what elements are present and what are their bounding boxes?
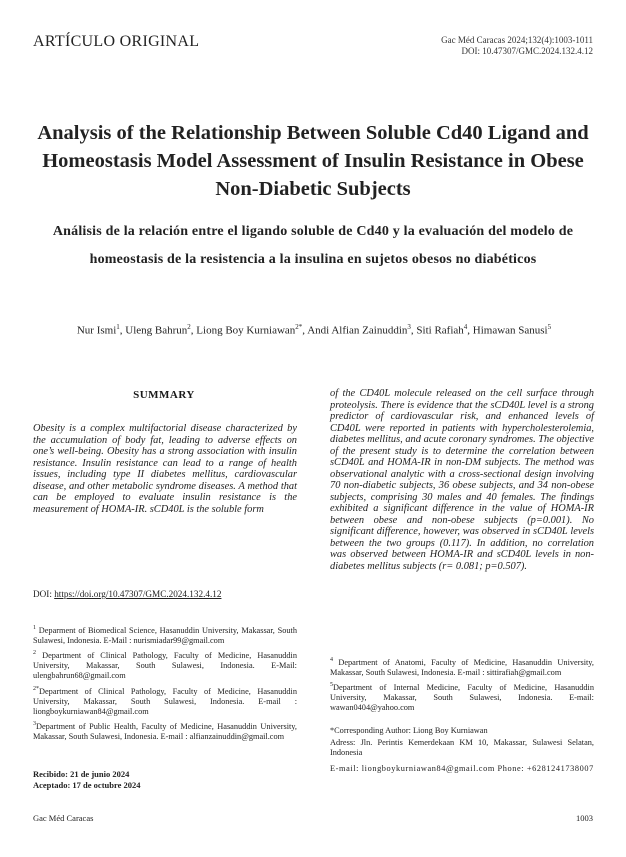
affiliation-text: Department of Anatomi, Faculty of Medicine, Hasanuddin University, Makassar, South Sulawesi, Indonesia. E-mail : sittirafiah@gmail.com: [330, 657, 594, 677]
doi-link[interactable]: https://doi.org/10.47307/GMC.2024.132.4.12: [54, 589, 222, 599]
abstract-text-left: Obesity is a complex multifactorial disease characterized by the accumulation of body fat, leading to adverse effects on one’s well-being. Obesity has a strong association with insulin resistance. Insulin resistance can lead to a range of health issues, including type II diabetes mellitus, cardiovascular disease, and other metabolic syndrome diseases. A method that can be employed to evaluate insulin resistance is the measurement of HOMA-IR. sCD40L is the soluble form: [33, 423, 297, 515]
affiliation-mark: 2*: [33, 685, 39, 692]
affiliation-text: Deparment of Biomedical Science, Hasanuddin University, Makassar, South Sulawesi, Indonesia. E-Mail : nurismiadar99@gmail.com: [33, 625, 297, 645]
author-list: Nur Ismi$^1$, Uleng Bahrun$^2$, Liong Boy Kurniawan$^{2*}$, Andi Alfian Zainuddin$^3$, Siti Rafiah$^4$, Himawan Sanusi$^5$: [76, 323, 552, 337]
affiliation-mark: 3: [33, 720, 36, 727]
accepted-date: Aceptado: 17 de octubre 2024: [33, 780, 141, 790]
header-doi: DOI: 10.47307/GMC.2024.132.4.12: [461, 46, 593, 56]
journal-header: [441, 35, 593, 57]
doi-label: DOI:: [33, 589, 55, 599]
affiliation-text: Department of Clinical Pathology, Faculty of Medicine, Hasanuddin University, Makassar, South Sulawesi, Indonesia. E-mail : liongboykurniawan84@gmail.com: [33, 686, 297, 716]
abstract-text-right: of the CD40L molecule released on the cell surface through proteolysis. There is evidence that the sCD40L level is a strong predictor of cardiovascular risk, and enhanced levels of CD40L were reported in patients with hypercholesterolemia, diabetes mellitus, and acute coronary syndromes. The objective of the present study is to determine the correlation between sCD40L and HOMA-IR in non-DM subjects. The method was observational analytic with a cross-sectional design involving 70 non-diabetic subjects, 36 obese subjects, and 34 non-obese subjects, comprising 30 males and 40 females. The findings exhibited a significant difference in the value of HOMA-IR between obese and non-obese subjects (p=0.001). No significant difference, however, was observed in sCD40L levels between the two groups (0.117). In addition, no correlation was observed between HOMA-IR and sCD40L levels in non-diabetes mellitus subjects (r= 0.081; p=0.507).: [330, 388, 594, 572]
summary-heading: SUMMARY: [133, 389, 195, 401]
doi-line: [33, 589, 221, 599]
affiliation-mark: 2: [33, 650, 36, 657]
received-date: Recibido: 21 de junio 2024: [33, 769, 130, 779]
corresponding-author: *Corresponding Author: Liong Boy Kurniawan: [330, 725, 488, 735]
section-label: ARTÍCULO ORIGINAL: [33, 33, 200, 50]
article-title-english: Analysis of the Relationship Between Soluble Cd40 Ligand and Homeostasis Model Assessment of Insulin Resistance in Obese Non-Diabetic Subjects: [37, 122, 589, 200]
affiliations-left: [33, 623, 297, 744]
affiliation-text: Department of Public Health, Faculty of Medicine, Hasanuddin University, Makassar, South Sulawesi, Indonesia. E-mail : alfianzainuddin@gmail.com: [33, 721, 297, 741]
affiliation-item: [330, 655, 594, 678]
affiliation-item: [33, 648, 297, 681]
corresponding-address: Adress: Jln. Perintis Kemerdekaan KM 10, Makassar, Sulawesi Selatan, Indonesia: [330, 737, 594, 757]
author-affiliation-mark: 4: [463, 323, 468, 331]
affiliation-mark: 4: [330, 657, 333, 663]
author-name: Liong Boy Kurniawan: [196, 324, 296, 337]
affiliation-text: Department of Internal Medicine, Faculty of Medicine, Hasanuddin University, Makassar, South Sulawesi, Indonesia. E-mail: wawan0404@yahoo.com: [330, 682, 594, 713]
author-name: Nur Ismi: [76, 324, 117, 337]
author-name: Himawan Sanusi: [472, 324, 548, 337]
affiliation-item: [330, 680, 594, 713]
journal-reference: Gac Méd Caracas 2024;132(4):1003-1011: [441, 35, 593, 45]
affiliation-text: Department of Clinical Pathology, Faculty of Medicine, Hasanuddin University, Makassar, South Sulawesi, Indonesia. E-Mail: ulengbahrun68@gmail.com: [33, 650, 297, 681]
author-affiliation-mark: 5: [547, 323, 552, 331]
author-affiliation-mark: 2*: [295, 323, 303, 331]
author-name: Siti Rafiah: [416, 324, 464, 337]
affiliation-mark: 1: [33, 625, 36, 631]
affiliation-item: [33, 684, 297, 717]
author-affiliation-mark: 1: [116, 323, 120, 331]
author-name: Andi Alfian Zainuddin: [307, 324, 408, 337]
article-title-spanish: Análisis de la relación entre el ligando soluble de Cd40 y la evaluación del modelo de homeostasis de la resistencia a la insulina en sujetos obesos no diabéticos: [52, 224, 574, 267]
affiliation-item: [33, 719, 297, 742]
affiliation-mark: 5: [330, 682, 333, 689]
footer-journal: Gac Méd Caracas: [33, 813, 94, 823]
affiliation-item: [33, 623, 297, 646]
corresponding-contact: E-mail: liongboykurniawan84@gmail.com Phone: +6281241738007: [330, 764, 594, 774]
submission-dates: [33, 769, 141, 791]
author-name: Uleng Bahrun: [125, 324, 188, 337]
affiliations-right: [330, 655, 594, 776]
author-affiliation-mark: 3: [407, 323, 411, 331]
author-affiliation-mark: 2: [187, 323, 191, 331]
page-number: 1003: [576, 813, 593, 823]
